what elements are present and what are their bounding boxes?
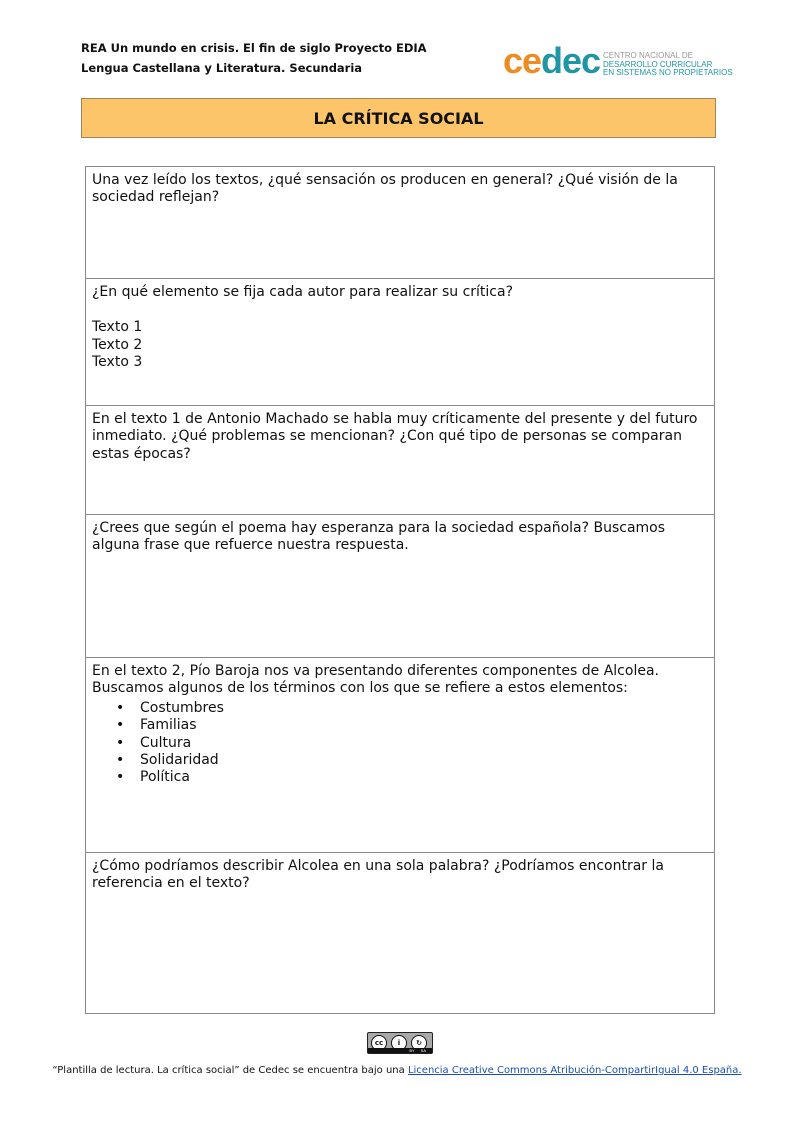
question-text: ¿Cómo podríamos describir Alcolea en una sola palabra? ¿Podríamos encontrar la referencia en el texto? [92,858,664,892]
license-footer [0,1065,794,1076]
logo-subtitle: CENTRO NACIONAL DE DESARROLLO CURRICULAR EN SISTEMAS NO PROPIETARIOS [603,51,733,77]
license-link[interactable]: Licencia Creative Commons Atribución-CompartirIgual 4.0 España. [407,1065,742,1076]
question-cell-6[interactable] [86,853,714,1013]
list-item: • Solidaridad [140,752,708,769]
header-subject-line: Lengua Castellana y Literatura. Secundaria [81,61,363,75]
list-item: Texto 1 [92,319,143,336]
question-cell-1[interactable] [86,167,714,279]
question-text: Una vez leído los textos, ¿qué sensación os producen en general? ¿Qué visión de la sociedad reflejan? [92,172,678,206]
list-item: • Costumbres [140,700,708,717]
question-text: En el texto 1 de Antonio Machado se habla muy críticamente del presente y del futuro inmediato. ¿Qué problemas se mencionan? ¿Con qué tipo de personas se comparan estas épocas? [92,411,698,462]
document-header [81,38,427,78]
components-list [92,700,708,787]
share-alike-icon: ↻ [411,1035,427,1051]
list-item: • Familias [140,717,708,734]
question-cell-2[interactable] [86,279,714,406]
texts-list [92,319,708,371]
page-title: LA CRÍTICA SOCIAL [81,98,716,138]
header-project-line: REA Un mundo en crisis. El fin de siglo Proyecto EDIA [81,41,427,55]
question-cell-4[interactable] [86,515,714,658]
list-item: Texto 2 [92,336,143,353]
question-text: En el texto 2, Pío Baroja nos va presentando diferentes componentes de Alcolea. Buscamos algunos de los términos con los que se refiere a estos elementos: [92,663,659,697]
cc-icon: cc [371,1035,387,1051]
logo-wordmark: cedec [503,40,601,81]
question-text: ¿Crees que según el poema hay esperanza para la sociedad española? Buscamos alguna frase que refuerce nuestra respuesta. [92,520,666,554]
question-cell-3[interactable] [86,406,714,515]
question-cell-5[interactable] [86,658,714,853]
cc-license-badge[interactable] [367,1032,433,1054]
footer-text: “Plantilla de lectura. La crítica social” de Cedec se encuentra bajo una [52,1065,408,1076]
list-item: • Cultura [140,735,708,752]
attribution-icon: i [391,1035,407,1051]
questions-table [85,166,715,1014]
list-item: • Política [140,769,708,786]
question-text: ¿En qué elemento se fija cada autor para realizar su crítica? [92,284,514,300]
list-item: Texto 3 [92,354,143,371]
badge-labels: BY SA [368,1048,432,1053]
